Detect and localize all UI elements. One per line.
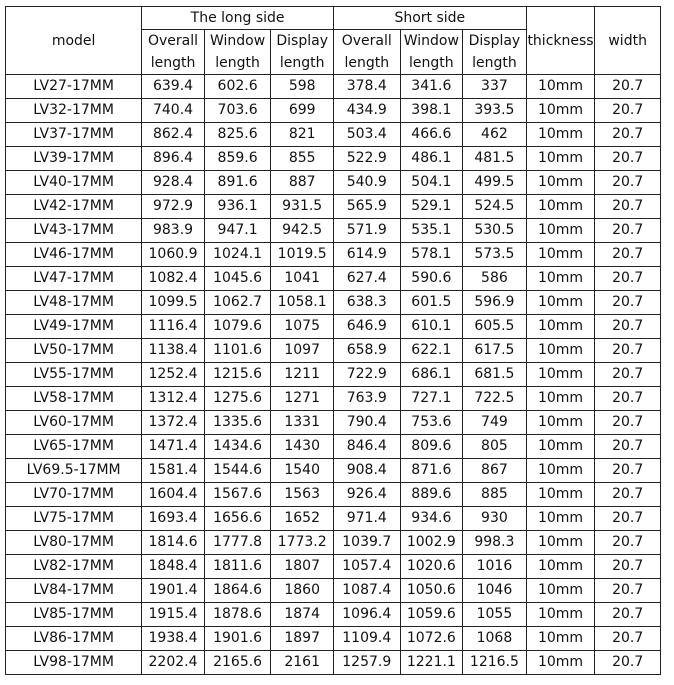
cell-short-overall: 658.9 (333, 339, 400, 363)
cell-short-display: 1046 (463, 579, 527, 603)
cell-model: LV48-17MM (6, 291, 142, 315)
cell-short-window: 341.6 (400, 75, 463, 99)
cell-long-window: 1656.6 (204, 507, 271, 531)
cell-long-overall: 1060.9 (142, 243, 205, 267)
header-line-2: length (279, 55, 325, 71)
cell-long-display: 1897 (271, 627, 334, 651)
cell-long-overall: 1938.4 (142, 627, 205, 651)
cell-model: LV46-17MM (6, 243, 142, 267)
cell-long-window: 1062.7 (204, 291, 271, 315)
table-row (6, 435, 661, 459)
cell-long-display: 942.5 (271, 219, 334, 243)
cell-width: 20.7 (595, 555, 661, 579)
cell-short-display: 1216.5 (463, 651, 527, 675)
table-row (6, 195, 661, 219)
cell-long-overall: 1581.4 (142, 459, 205, 483)
cell-model: LV42-17MM (6, 195, 142, 219)
cell-short-window: 504.1 (400, 171, 463, 195)
cell-width: 20.7 (595, 291, 661, 315)
cell-short-window: 686.1 (400, 363, 463, 387)
cell-short-window: 934.6 (400, 507, 463, 531)
cell-short-overall: 522.9 (333, 147, 400, 171)
cell-long-overall: 983.9 (142, 219, 205, 243)
table-row (6, 363, 661, 387)
cell-model: LV69.5-17MM (6, 459, 142, 483)
cell-long-display: 1773.2 (271, 531, 334, 555)
cell-long-window: 947.1 (204, 219, 271, 243)
table-row (6, 339, 661, 363)
cell-short-display: 393.5 (463, 99, 527, 123)
cell-short-window: 1002.9 (400, 531, 463, 555)
cell-thickness: 10mm (526, 411, 595, 435)
cell-model: LV49-17MM (6, 315, 142, 339)
cell-thickness: 10mm (526, 387, 595, 411)
cell-short-window: 1050.6 (400, 579, 463, 603)
cell-short-display: 930 (463, 507, 527, 531)
cell-long-display: 1331 (271, 411, 334, 435)
cell-long-display: 855 (271, 147, 334, 171)
cell-long-overall: 896.4 (142, 147, 205, 171)
cell-short-display: 1055 (463, 603, 527, 627)
cell-thickness: 10mm (526, 75, 595, 99)
cell-width: 20.7 (595, 459, 661, 483)
header-thickness: thickness (526, 7, 595, 75)
cell-short-display: 749 (463, 411, 527, 435)
cell-short-window: 601.5 (400, 291, 463, 315)
cell-width: 20.7 (595, 99, 661, 123)
cell-thickness: 10mm (526, 171, 595, 195)
cell-width: 20.7 (595, 411, 661, 435)
cell-short-overall: 614.9 (333, 243, 400, 267)
cell-long-display: 1211 (271, 363, 334, 387)
cell-short-window: 398.1 (400, 99, 463, 123)
cell-short-overall: 722.9 (333, 363, 400, 387)
cell-long-window: 1275.6 (204, 387, 271, 411)
cell-width: 20.7 (595, 147, 661, 171)
cell-long-overall: 740.4 (142, 99, 205, 123)
cell-long-overall: 1901.4 (142, 579, 205, 603)
cell-long-overall: 972.9 (142, 195, 205, 219)
cell-model: LV65-17MM (6, 435, 142, 459)
table-row (6, 315, 661, 339)
cell-long-display: 1563 (271, 483, 334, 507)
cell-short-display: 605.5 (463, 315, 527, 339)
cell-short-overall: 1257.9 (333, 651, 400, 675)
cell-long-window: 1544.6 (204, 459, 271, 483)
header-line-1: Display (276, 33, 328, 49)
cell-long-window: 1811.6 (204, 555, 271, 579)
cell-short-window: 1221.1 (400, 651, 463, 675)
cell-width: 20.7 (595, 219, 661, 243)
cell-long-window: 1901.6 (204, 627, 271, 651)
cell-short-overall: 1096.4 (333, 603, 400, 627)
cell-width: 20.7 (595, 387, 661, 411)
cell-long-overall: 1116.4 (142, 315, 205, 339)
cell-long-overall: 1372.4 (142, 411, 205, 435)
cell-short-overall: 1039.7 (333, 531, 400, 555)
cell-short-overall: 1109.4 (333, 627, 400, 651)
table-row (6, 603, 661, 627)
cell-long-overall: 639.4 (142, 75, 205, 99)
table-row (6, 483, 661, 507)
cell-short-display: 805 (463, 435, 527, 459)
cell-short-window: 622.1 (400, 339, 463, 363)
cell-long-display: 1807 (271, 555, 334, 579)
cell-long-window: 1079.6 (204, 315, 271, 339)
header-line-1: Overall (147, 33, 199, 49)
cell-short-display: 867 (463, 459, 527, 483)
header-model: model (6, 7, 142, 75)
cell-long-overall: 2202.4 (142, 651, 205, 675)
cell-short-window: 727.1 (400, 387, 463, 411)
cell-short-window: 590.6 (400, 267, 463, 291)
cell-long-window: 1878.6 (204, 603, 271, 627)
cell-thickness: 10mm (526, 531, 595, 555)
header-line-2: length (472, 55, 517, 71)
cell-short-display: 586 (463, 267, 527, 291)
cell-long-window: 1045.6 (204, 267, 271, 291)
cell-thickness: 10mm (526, 267, 595, 291)
cell-model: LV98-17MM (6, 651, 142, 675)
cell-short-overall: 503.4 (333, 123, 400, 147)
table-row (6, 75, 661, 99)
table-row (6, 123, 661, 147)
cell-width: 20.7 (595, 507, 661, 531)
cell-model: LV37-17MM (6, 123, 142, 147)
cell-short-display: 481.5 (463, 147, 527, 171)
cell-long-display: 598 (271, 75, 334, 99)
header-short-display-length (463, 30, 527, 75)
cell-long-display: 1652 (271, 507, 334, 531)
cell-thickness: 10mm (526, 651, 595, 675)
header-short-window-length (400, 30, 463, 75)
cell-short-overall: 846.4 (333, 435, 400, 459)
cell-width: 20.7 (595, 531, 661, 555)
cell-short-display: 462 (463, 123, 527, 147)
header-short-overall-length (333, 30, 400, 75)
cell-long-display: 1540 (271, 459, 334, 483)
cell-long-display: 1097 (271, 339, 334, 363)
cell-model: LV43-17MM (6, 219, 142, 243)
cell-long-overall: 1082.4 (142, 267, 205, 291)
cell-model: LV32-17MM (6, 99, 142, 123)
cell-short-display: 1068 (463, 627, 527, 651)
cell-model: LV27-17MM (6, 75, 142, 99)
cell-width: 20.7 (595, 123, 661, 147)
table-row (6, 531, 661, 555)
cell-long-overall: 862.4 (142, 123, 205, 147)
cell-long-window: 1101.6 (204, 339, 271, 363)
cell-short-display: 524.5 (463, 195, 527, 219)
cell-long-window: 1777.8 (204, 531, 271, 555)
table-row (6, 243, 661, 267)
cell-long-overall: 1915.4 (142, 603, 205, 627)
cell-model: LV86-17MM (6, 627, 142, 651)
cell-long-window: 891.6 (204, 171, 271, 195)
cell-thickness: 10mm (526, 363, 595, 387)
cell-thickness: 10mm (526, 291, 595, 315)
cell-short-display: 617.5 (463, 339, 527, 363)
table-row (6, 219, 661, 243)
cell-long-window: 1024.1 (204, 243, 271, 267)
cell-long-window: 1434.6 (204, 435, 271, 459)
cell-short-display: 998.3 (463, 531, 527, 555)
cell-model: LV75-17MM (6, 507, 142, 531)
cell-short-display: 573.5 (463, 243, 527, 267)
cell-width: 20.7 (595, 363, 661, 387)
cell-width: 20.7 (595, 75, 661, 99)
cell-short-window: 578.1 (400, 243, 463, 267)
cell-short-window: 1020.6 (400, 555, 463, 579)
cell-width: 20.7 (595, 651, 661, 675)
header-short-side: Short side (333, 7, 526, 30)
cell-short-overall: 540.9 (333, 171, 400, 195)
cell-short-window: 889.6 (400, 483, 463, 507)
cell-long-display: 2161 (271, 651, 334, 675)
cell-long-overall: 1471.4 (142, 435, 205, 459)
cell-short-display: 885 (463, 483, 527, 507)
cell-short-overall: 763.9 (333, 387, 400, 411)
cell-thickness: 10mm (526, 219, 595, 243)
cell-model: LV80-17MM (6, 531, 142, 555)
cell-model: LV39-17MM (6, 147, 142, 171)
cell-short-window: 1059.6 (400, 603, 463, 627)
cell-short-window: 809.6 (400, 435, 463, 459)
cell-short-window: 753.6 (400, 411, 463, 435)
cell-short-overall: 971.4 (333, 507, 400, 531)
cell-thickness: 10mm (526, 507, 595, 531)
cell-model: LV84-17MM (6, 579, 142, 603)
table-row (6, 459, 661, 483)
cell-long-display: 1430 (271, 435, 334, 459)
cell-short-window: 529.1 (400, 195, 463, 219)
header-line-2: length (150, 55, 196, 71)
cell-model: LV40-17MM (6, 171, 142, 195)
cell-width: 20.7 (595, 171, 661, 195)
cell-thickness: 10mm (526, 627, 595, 651)
cell-short-overall: 1087.4 (333, 579, 400, 603)
cell-short-display: 722.5 (463, 387, 527, 411)
cell-short-overall: 908.4 (333, 459, 400, 483)
cell-long-display: 1058.1 (271, 291, 334, 315)
cell-short-display: 596.9 (463, 291, 527, 315)
cell-short-overall: 378.4 (333, 75, 400, 99)
cell-model: LV85-17MM (6, 603, 142, 627)
cell-long-display: 699 (271, 99, 334, 123)
cell-model: LV70-17MM (6, 483, 142, 507)
header-line-1: Window (403, 33, 459, 49)
cell-long-display: 1271 (271, 387, 334, 411)
cell-thickness: 10mm (526, 147, 595, 171)
cell-short-window: 466.6 (400, 123, 463, 147)
cell-short-window: 535.1 (400, 219, 463, 243)
cell-long-display: 1874 (271, 603, 334, 627)
cell-thickness: 10mm (526, 195, 595, 219)
cell-width: 20.7 (595, 243, 661, 267)
cell-width: 20.7 (595, 627, 661, 651)
cell-short-window: 486.1 (400, 147, 463, 171)
cell-short-overall: 565.9 (333, 195, 400, 219)
header-long-side: The long side (142, 7, 334, 30)
cell-short-display: 499.5 (463, 171, 527, 195)
cell-thickness: 10mm (526, 555, 595, 579)
cell-long-window: 859.6 (204, 147, 271, 171)
cell-long-display: 1041 (271, 267, 334, 291)
cell-short-window: 1072.6 (400, 627, 463, 651)
cell-short-overall: 926.4 (333, 483, 400, 507)
cell-long-window: 602.6 (204, 75, 271, 99)
cell-width: 20.7 (595, 435, 661, 459)
table-row (6, 411, 661, 435)
header-line-2: length (215, 55, 260, 71)
cell-long-window: 1567.6 (204, 483, 271, 507)
cell-width: 20.7 (595, 603, 661, 627)
cell-thickness: 10mm (526, 483, 595, 507)
cell-thickness: 10mm (526, 339, 595, 363)
table-row (6, 147, 661, 171)
cell-long-overall: 928.4 (142, 171, 205, 195)
table-row (6, 579, 661, 603)
cell-short-display: 1016 (463, 555, 527, 579)
cell-short-display: 681.5 (463, 363, 527, 387)
cell-thickness: 10mm (526, 579, 595, 603)
table-row (6, 291, 661, 315)
cell-thickness: 10mm (526, 243, 595, 267)
cell-long-display: 887 (271, 171, 334, 195)
table-row (6, 99, 661, 123)
cell-short-overall: 638.3 (333, 291, 400, 315)
header-line-1: Overall (341, 33, 392, 49)
cell-thickness: 10mm (526, 603, 595, 627)
cell-width: 20.7 (595, 267, 661, 291)
cell-thickness: 10mm (526, 99, 595, 123)
cell-short-overall: 1057.4 (333, 555, 400, 579)
cell-model: LV60-17MM (6, 411, 142, 435)
cell-long-window: 1215.6 (204, 363, 271, 387)
header-row-group (6, 7, 661, 30)
table-body (6, 75, 661, 675)
cell-model: LV82-17MM (6, 555, 142, 579)
cell-short-window: 610.1 (400, 315, 463, 339)
cell-width: 20.7 (595, 339, 661, 363)
cell-long-window: 2165.6 (204, 651, 271, 675)
table-row (6, 387, 661, 411)
cell-long-display: 1019.5 (271, 243, 334, 267)
cell-long-display: 931.5 (271, 195, 334, 219)
cell-thickness: 10mm (526, 315, 595, 339)
cell-long-overall: 1138.4 (142, 339, 205, 363)
header-line-2: length (344, 55, 390, 71)
header-width: width (595, 7, 661, 75)
cell-thickness: 10mm (526, 459, 595, 483)
cell-thickness: 10mm (526, 123, 595, 147)
cell-short-window: 871.6 (400, 459, 463, 483)
cell-long-overall: 1252.4 (142, 363, 205, 387)
cell-long-overall: 1848.4 (142, 555, 205, 579)
cell-short-overall: 571.9 (333, 219, 400, 243)
cell-thickness: 10mm (526, 435, 595, 459)
table-row (6, 627, 661, 651)
cell-long-overall: 1604.4 (142, 483, 205, 507)
cell-short-display: 337 (463, 75, 527, 99)
table-row (6, 651, 661, 675)
cell-long-overall: 1099.5 (142, 291, 205, 315)
cell-long-window: 1335.6 (204, 411, 271, 435)
header-line-1: Window (209, 33, 266, 49)
cell-long-window: 1864.6 (204, 579, 271, 603)
spec-table (5, 6, 661, 675)
cell-long-display: 1075 (271, 315, 334, 339)
header-line-2: length (409, 55, 454, 71)
table-header (6, 7, 661, 75)
cell-long-window: 825.6 (204, 123, 271, 147)
table-row (6, 507, 661, 531)
cell-short-overall: 790.4 (333, 411, 400, 435)
table-row (6, 171, 661, 195)
table-row (6, 555, 661, 579)
header-long-display-length (271, 30, 334, 75)
table-row (6, 267, 661, 291)
cell-long-window: 936.1 (204, 195, 271, 219)
cell-long-overall: 1312.4 (142, 387, 205, 411)
cell-model: LV55-17MM (6, 363, 142, 387)
header-line-1: Display (468, 33, 521, 49)
cell-short-overall: 627.4 (333, 267, 400, 291)
cell-long-window: 703.6 (204, 99, 271, 123)
cell-width: 20.7 (595, 579, 661, 603)
cell-model: LV50-17MM (6, 339, 142, 363)
cell-width: 20.7 (595, 195, 661, 219)
cell-model: LV47-17MM (6, 267, 142, 291)
header-long-overall-length (142, 30, 205, 75)
header-long-window-length (204, 30, 271, 75)
cell-width: 20.7 (595, 315, 661, 339)
cell-width: 20.7 (595, 483, 661, 507)
cell-short-overall: 646.9 (333, 315, 400, 339)
cell-short-overall: 434.9 (333, 99, 400, 123)
cell-model: LV58-17MM (6, 387, 142, 411)
cell-short-display: 530.5 (463, 219, 527, 243)
cell-long-display: 821 (271, 123, 334, 147)
cell-long-overall: 1693.4 (142, 507, 205, 531)
cell-long-overall: 1814.6 (142, 531, 205, 555)
cell-long-display: 1860 (271, 579, 334, 603)
